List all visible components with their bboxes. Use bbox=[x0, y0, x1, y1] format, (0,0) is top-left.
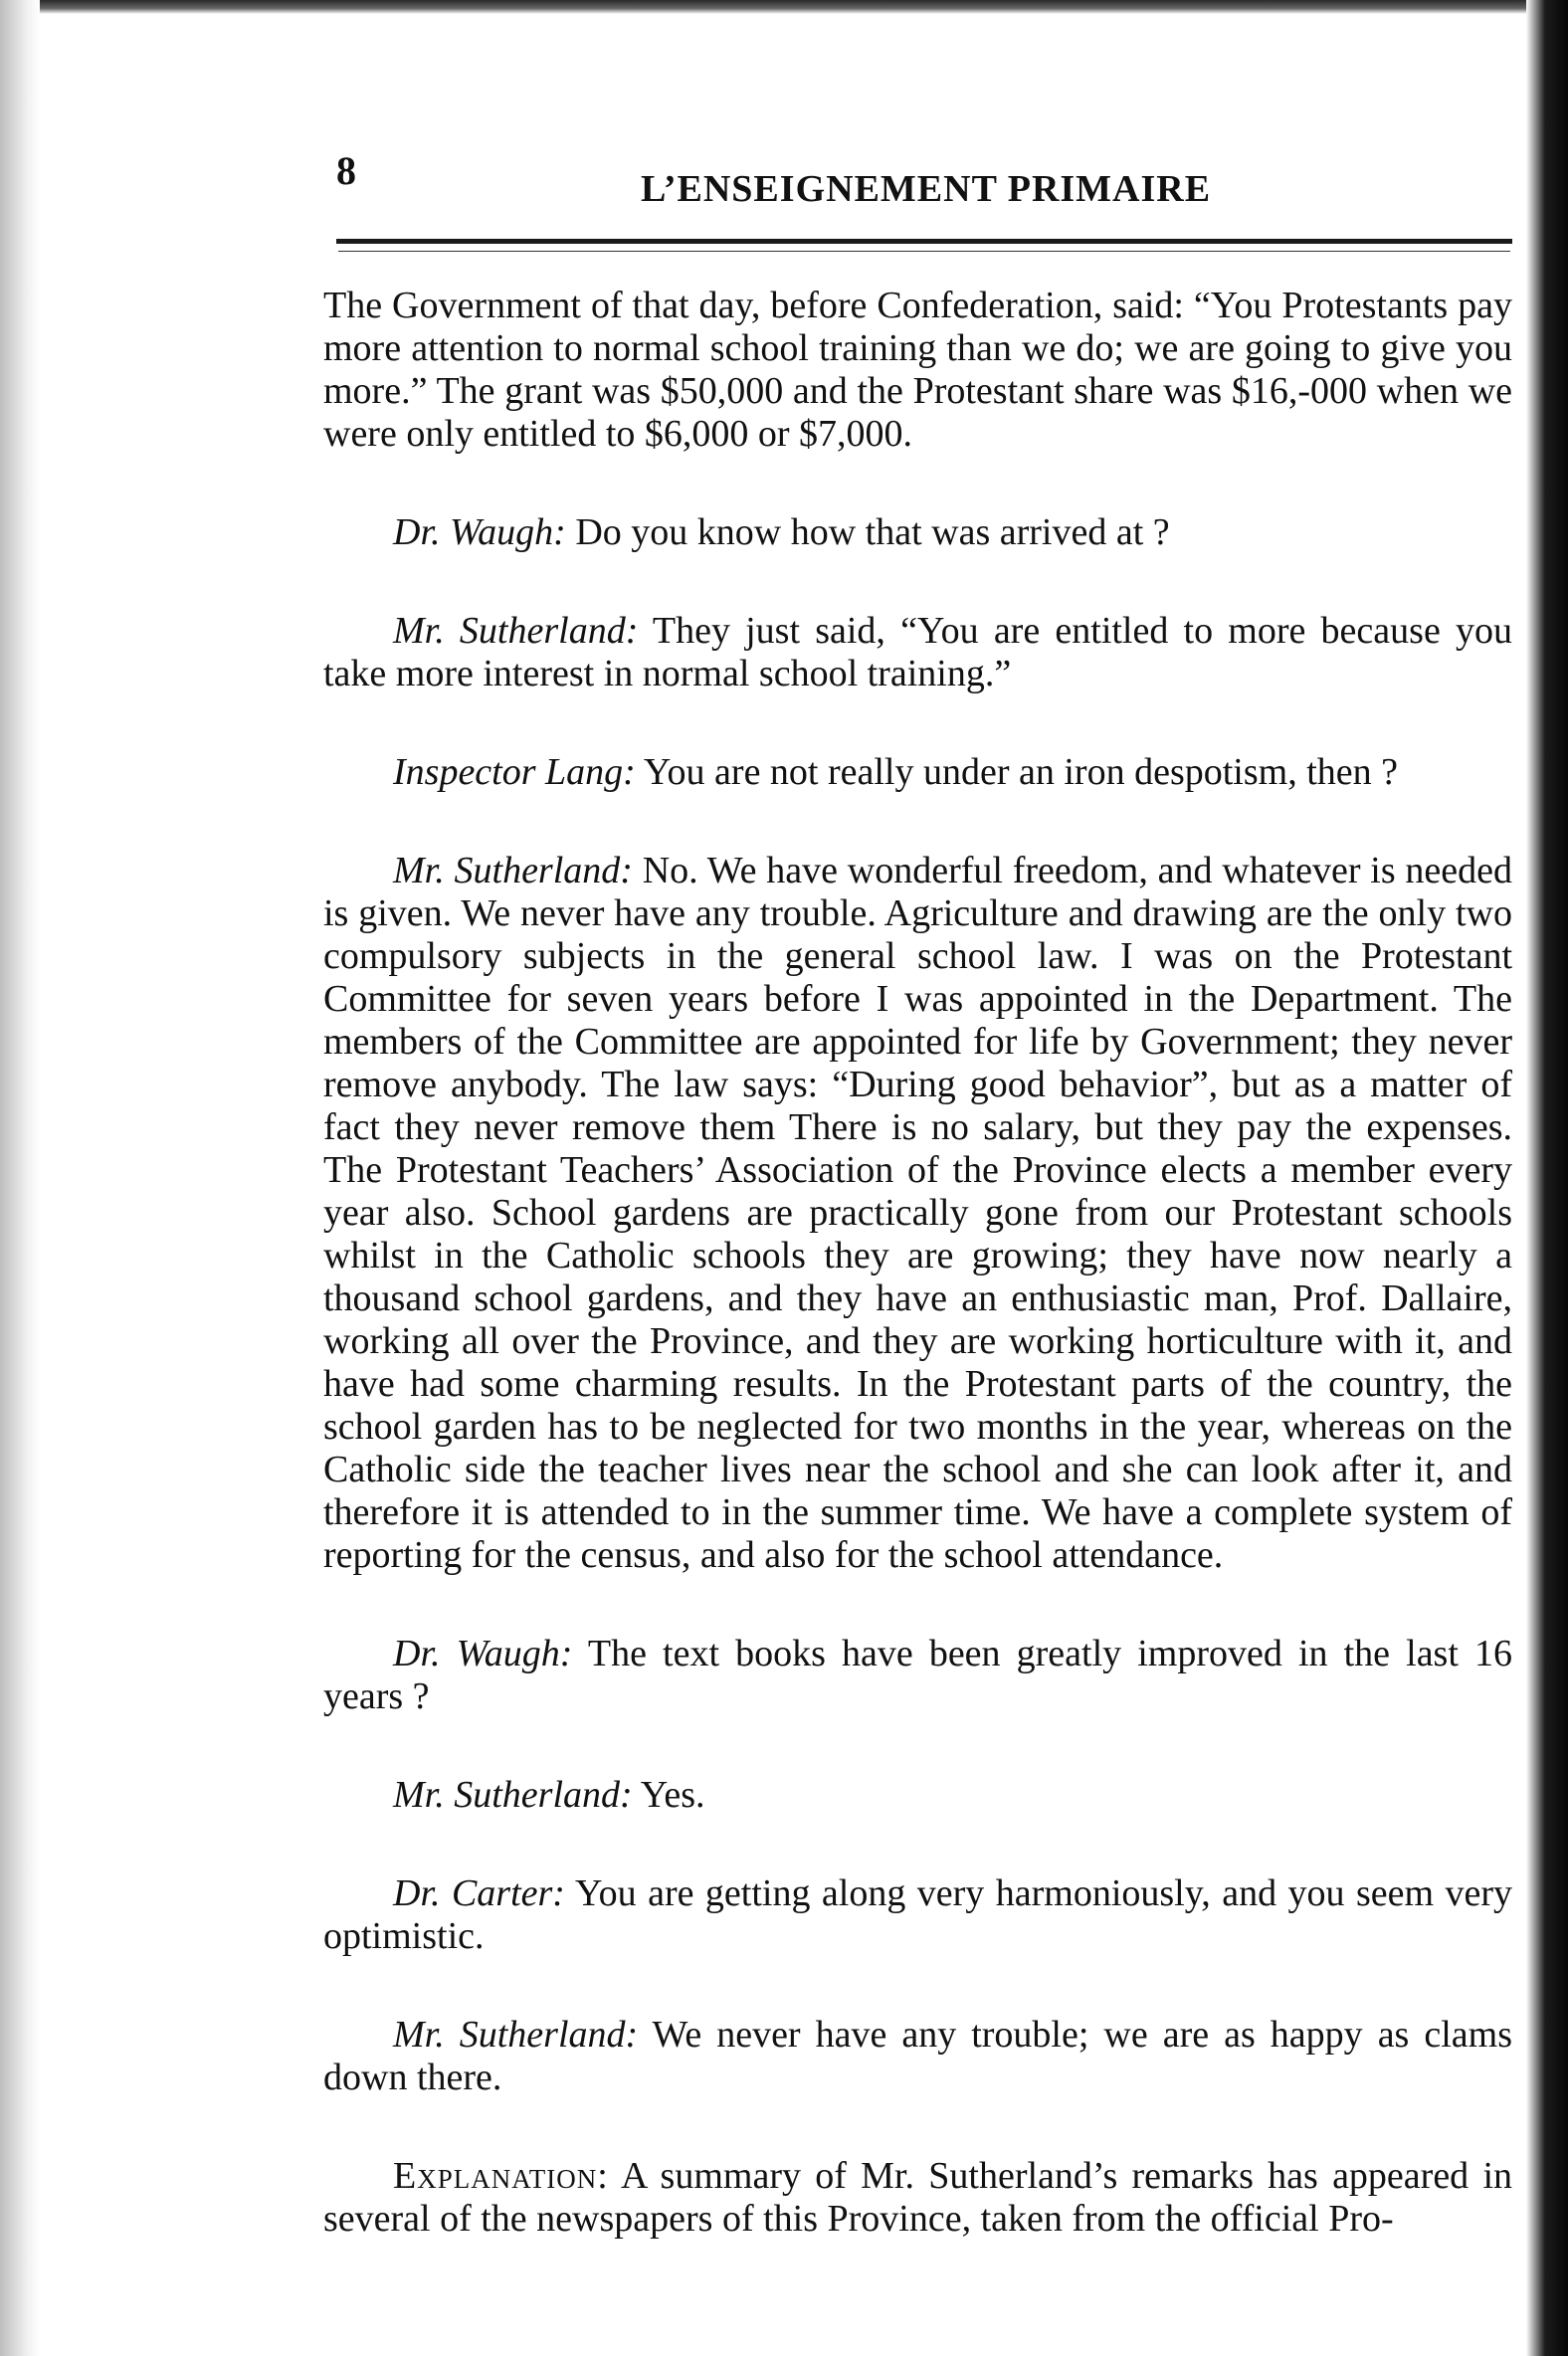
header-rule bbox=[336, 239, 1512, 244]
paragraph-10 bbox=[323, 2155, 1512, 2241]
speaker-name: Dr. Waugh: bbox=[393, 511, 566, 553]
paragraph-text: They just said, “You are entitled to more because you take more interest in normal school training.” bbox=[323, 610, 1512, 694]
paragraph-9 bbox=[323, 2014, 1512, 2099]
page-number: 8 bbox=[336, 148, 356, 193]
scan-left-edge bbox=[0, 0, 40, 2356]
paragraph-text: You are not really under an iron despotism, then ? bbox=[643, 751, 1398, 793]
scan-right-edge bbox=[1526, 0, 1568, 2356]
speaker-name: Dr. Carter: bbox=[393, 1872, 565, 1914]
paragraph-8 bbox=[323, 1872, 1512, 1958]
scan-top-edge bbox=[0, 0, 1568, 14]
paragraph-text: Yes. bbox=[640, 1774, 705, 1816]
running-head: L’ENSEIGNEMENT PRIMAIRE bbox=[641, 168, 1212, 210]
speaker-name: Mr. Sutherland: bbox=[393, 850, 633, 891]
paragraph-text: The Government of that day, before Confederation, said: “You Protestants pay more attention to normal school training than we do; we are going to give you more.” The grant was $50,000 and the Protestant share was $16,-000 when we were only entitled to $6,000 or $7,000. bbox=[323, 285, 1512, 455]
paragraph-text: No. We have wonderful freedom, and whatever is needed is given. We never have any trouble. Agriculture and drawing are the only two compulsory subjects in the general school law. I was on the Protestant Committee for seven years before I was appointed in the Department. The members of the Committee are appointed for life by Government; they never remove anybody. The law says: “During good behavior”, but as a matter of fact they never remove them There is no salary, but they pay the expenses. The Protestant Teachers’ Association of the Province elects a member every year also. School gardens are practically gone from our Protestant schools whilst in the Catholic schools they are growing; they have now nearly a thousand school gardens, and they have an enthusiastic man, Prof. Dallaire, working all over the Province, and they are working horticulture with it, and have had some charming results. In the Protestant parts of the country, the school garden has to be neglected for two months in the year, whereas on the Catholic side the teacher lives near the school and she can look after it, and therefore it is attended to in the summer time. We have a complete system of reporting for the census, and also for the school attendance. bbox=[323, 850, 1513, 1576]
section-label: Explanation: bbox=[393, 2155, 609, 2197]
paragraph-text: A summary of Mr. Sutherland’s remarks has appeared in several of the newspapers of this Province, taken from the official Pro- bbox=[323, 2155, 1513, 2240]
speaker-name: Mr. Sutherland: bbox=[393, 610, 639, 652]
speaker-name: Dr. Waugh: bbox=[393, 1633, 573, 1674]
body-text bbox=[323, 285, 1512, 2296]
speaker-name: Inspector Lang: bbox=[393, 751, 636, 793]
paragraph-text: You are getting along very harmoniously, and you seem very optimistic. bbox=[323, 1872, 1512, 1957]
paragraph-6 bbox=[323, 1633, 1512, 1718]
paragraph-text: Do you know how that was arrived at ? bbox=[575, 511, 1170, 553]
paragraph-2 bbox=[323, 511, 1512, 554]
paragraph-5 bbox=[323, 850, 1512, 1577]
paragraph-text: We never have any trouble; we are as happy as clams down there. bbox=[323, 2014, 1512, 2098]
paragraph-7 bbox=[323, 1774, 1512, 1817]
speaker-name: Mr. Sutherland: bbox=[393, 2014, 639, 2056]
speaker-name: Mr. Sutherland: bbox=[393, 1774, 633, 1816]
paragraph-1 bbox=[323, 285, 1512, 456]
paragraph-text: The text books have been greatly improved in the last 16 years ? bbox=[323, 1633, 1512, 1717]
paragraph-3 bbox=[323, 610, 1512, 695]
paragraph-4 bbox=[323, 751, 1512, 794]
